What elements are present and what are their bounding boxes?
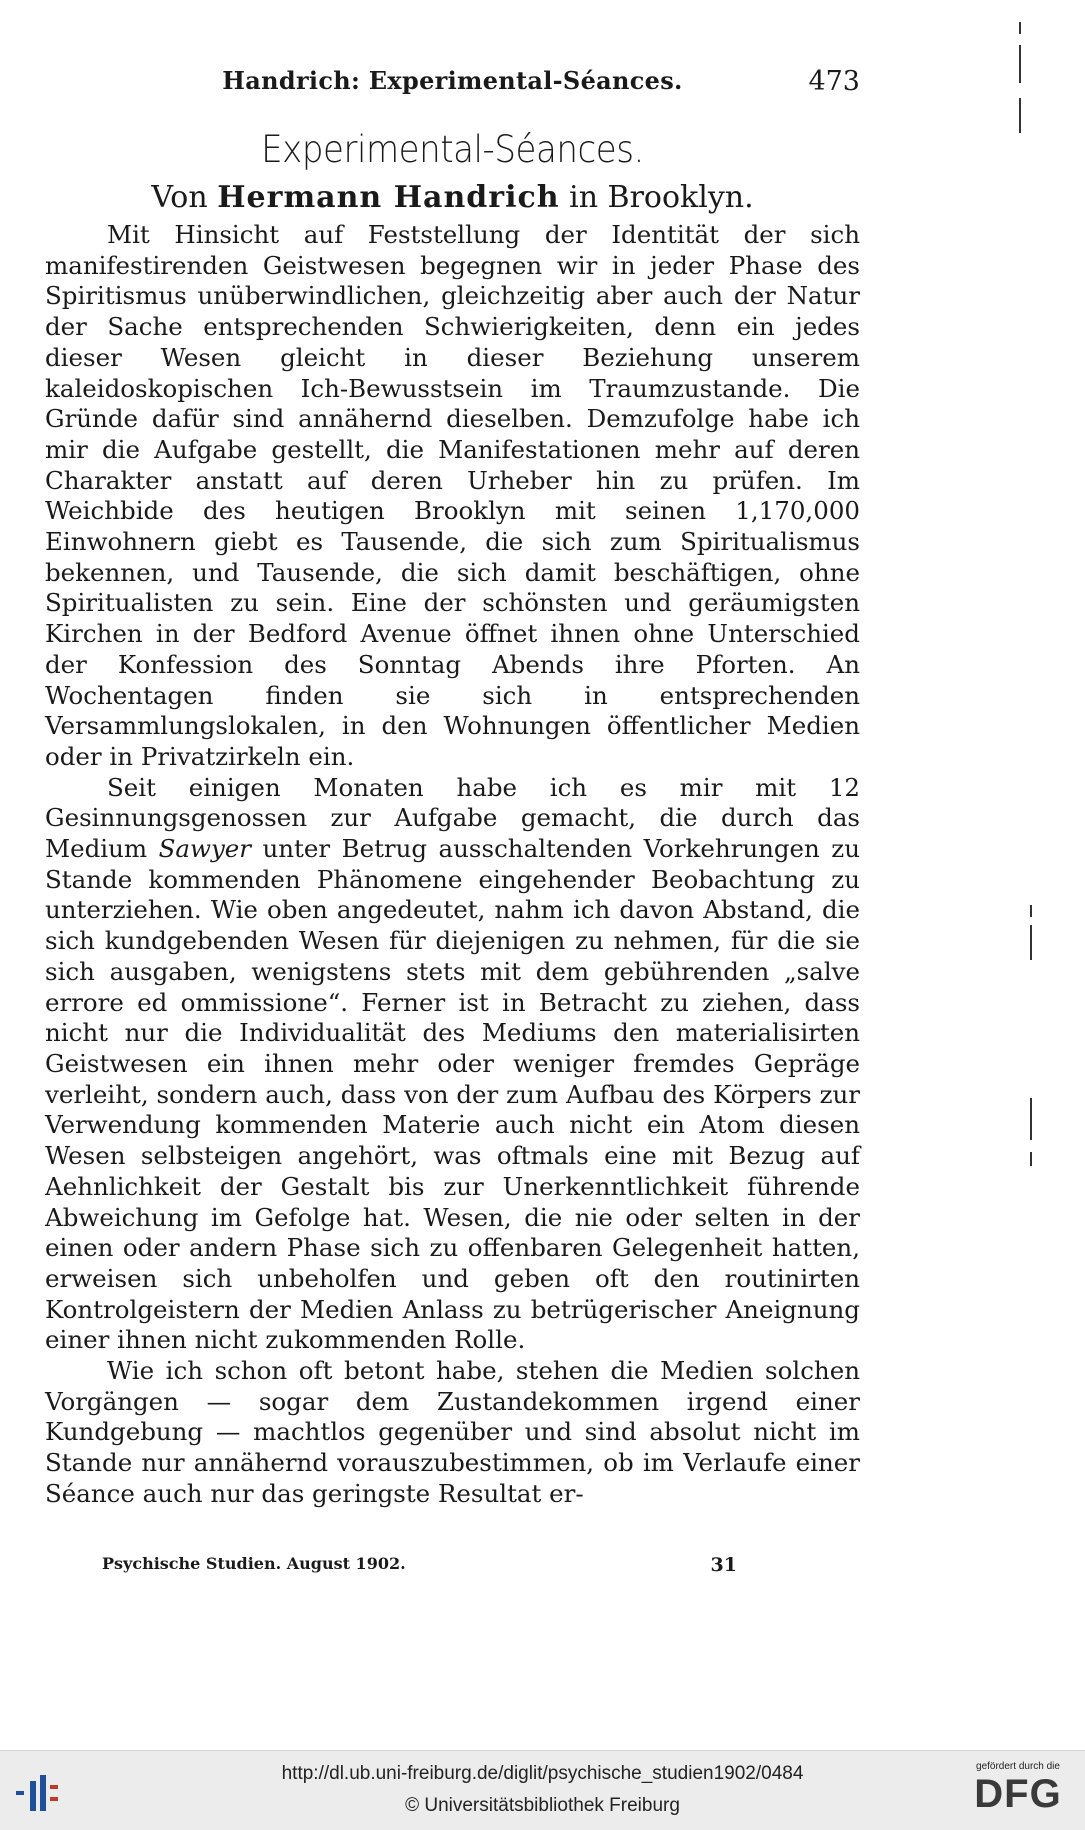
paragraph-2-lead: Seit einigen Monaten habe ich es mir mit 12 Gesinnungsgenossen zur Aufgabe gemacht, die durch das Medium <box>45 772 860 864</box>
byline-suffix: in Brooklyn. <box>569 180 754 215</box>
funding-caption: gefördert durch die <box>976 1761 1060 1772</box>
running-head-title: Handrich: Experimental-Séances. <box>222 66 683 95</box>
byline-prefix: Von <box>151 180 208 215</box>
margin-mark <box>1030 925 1032 960</box>
running-head <box>45 66 860 106</box>
copyright-notice: © Universitätsbibliothek Freiburg <box>405 1795 680 1816</box>
journal-footer: Psychische Studien. August 1902. <box>102 1554 406 1573</box>
margin-mark <box>1030 905 1032 917</box>
viewer-footer-bar <box>0 1750 1085 1830</box>
article-body <box>45 220 860 1510</box>
signature-mark: 31 <box>710 1554 737 1576</box>
paragraph-3: Wie ich schon oft betont habe, stehen die Medien solchen Vorgängen — sogar dem Zustandekommen irgend einer Kundgebung — machtlos gegenüber und sind absolut nicht im Stande nur annähernd vorauszubestimmen, ob im Verlaufe einer Séance auch nur das geringste Resultat er- <box>45 1356 860 1508</box>
article-title: Experimental-Séances. <box>261 128 644 171</box>
paragraph-1: Mit Hinsicht auf Feststellung der Identität der sich manifestirenden Geistwesen begegnen wir in jeder Phase des Spiritismus unüberwindlichen, gleichzeitig aber auch der Natur der Sache entsprechenden Schwierigkeiten, denn ein jedes dieser Wesen gleicht in dieser Beziehung unserem kaleidoskopischen Ich-Bewusstsein im Traumzustande. Die Gründe dafür sind annähernd dieselben. Demzufolge habe ich mir die Aufgabe gestellt, die Manifestationen mehr auf deren Charakter anstatt auf deren Urheber hin zu prüfen. Im Weichbide des heutigen Brooklyn mit seinen 1,170,000 Einwohnern giebt es Tausende, die sich zum Spiritualismus bekennen, und Tausende, die sich damit beschäftigen, ohne Spiritualisten zu sein. Eine der schönsten und geräumigsten Kirchen in der Bedford Avenue öffnet ihnen ohne Unterschied der Konfession des Sonntag Abends ihre Pforten. An Wochentagen finden sie sich in entsprechenden Versammlungslokalen, in den Wohnungen öffentlicher Medien oder in Privatzirkeln ein. <box>45 220 860 771</box>
page-footer <box>102 1554 737 1580</box>
medium-name: Sawyer <box>158 834 252 864</box>
paragraph-2 <box>45 773 860 1356</box>
document-url[interactable]: http://dl.ub.uni-freiburg.de/diglit/psychische_studien1902/0484 <box>281 1763 804 1784</box>
margin-mark <box>1030 1098 1032 1140</box>
page-number: 473 <box>808 66 860 97</box>
byline <box>45 180 860 215</box>
margin-mark <box>1019 22 1021 34</box>
margin-mark <box>1019 45 1021 83</box>
paragraph-2-rest: unter Betrug ausschaltenden Vorkehrungen zu Stande kommenden Phänomene eingehender Beobachtung zu unterziehen. Wie oben angedeutet, nahm ich davon Abstand, die sich kundgebenden Wesen für diejenigen zu nehmen, für die sie sich ausgaben, wenigstens stets mit dem gebührenden „salve errore ed ommissione“. Ferner ist in Betracht zu ziehen, dass nicht nur die Individualität des Mediums den materialisirten Geistwesen ein ihnen mehr oder weniger fremdes Gepräge verleiht, sondern auch, dass von der zum Aufbau des Körpers zur Verwendung kommenden Materie auch nicht ein Atom diesen Wesen selbsteigen angehört, was oftmals eine mit Bezug auf Aehnlichkeit der Gestalt bis zur Unerkenntlichkeit führende Abweichung im Gefolge hat. Wesen, die nie oder selten in der einen oder andern Phase sich zu offenbaren Gelegenheit hatten, erweisen sich unbeholfen und geben oft den routinirten Kontrolgeistern der Medien Anlass zu betrügerischer Aneignung einer ihnen nicht zukommenden Rolle. <box>45 834 860 1355</box>
dfg-logo-icon: DFG <box>974 1772 1062 1816</box>
dfg-funding-logo <box>963 1761 1073 1825</box>
margin-mark <box>1030 1152 1032 1166</box>
margin-mark <box>1019 98 1021 133</box>
author-name: Hermann Handrich <box>217 180 560 215</box>
